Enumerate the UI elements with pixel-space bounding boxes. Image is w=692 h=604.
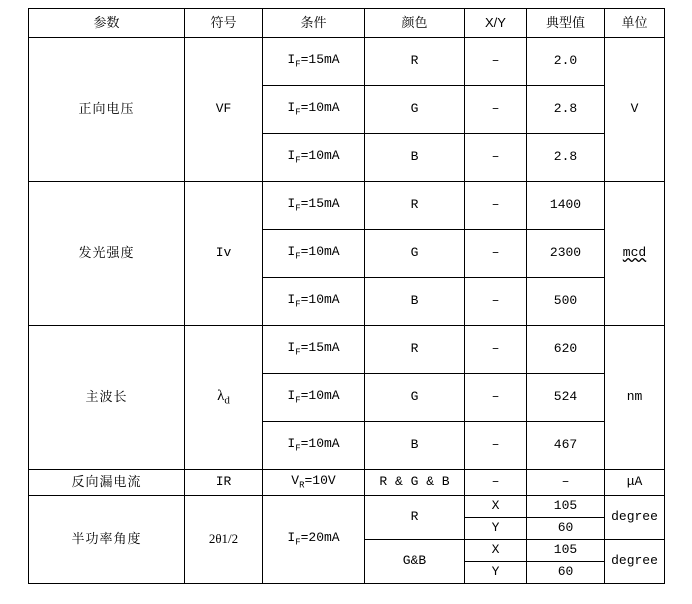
typical-value-cell: 2.8 (527, 134, 605, 182)
color-cell: B (365, 134, 465, 182)
condition-cell: $I_F=10mA$ (263, 422, 365, 470)
header-typical-value: 典型值 (527, 9, 605, 38)
symbol-lambda-d: $\lambda_d$ (185, 326, 263, 470)
symbol-vf: VF (185, 38, 263, 182)
unit-cell: degree (605, 496, 665, 540)
typical-value-cell: – (527, 470, 605, 496)
typical-value-cell: 467 (527, 422, 605, 470)
typical-value-cell: 105 (527, 540, 605, 562)
parameter-half-power-angle: 半功率角度 (29, 496, 185, 584)
color-cell: R (365, 326, 465, 374)
typical-value-cell: 60 (527, 562, 605, 584)
table-row (29, 470, 665, 496)
table-header (29, 9, 665, 38)
xy-cell: – (465, 422, 527, 470)
header-unit: 单位 (605, 9, 665, 38)
typical-value-cell: 524 (527, 374, 605, 422)
symbol-iv: Iv (185, 182, 263, 326)
table-row (29, 38, 665, 86)
xy-cell: X (465, 496, 527, 518)
header-color: 颜色 (365, 9, 465, 38)
xy-cell: – (465, 470, 527, 496)
condition-cell: $I_F=15mA$ (263, 326, 365, 374)
xy-cell: Y (465, 518, 527, 540)
unit-cell: V (605, 38, 665, 182)
xy-cell: X (465, 540, 527, 562)
typical-value-cell: 620 (527, 326, 605, 374)
unit-cell: degree (605, 540, 665, 584)
parameter-dominant-wavelength: 主波长 (29, 326, 185, 470)
condition-cell: $I_F=20mA$ (263, 496, 365, 584)
color-cell: R & G & B (365, 470, 465, 496)
condition-cell: $I_F=10mA$ (263, 86, 365, 134)
typical-value-cell: 2.8 (527, 86, 605, 134)
xy-cell: – (465, 374, 527, 422)
xy-cell: – (465, 134, 527, 182)
typical-value-cell: 500 (527, 278, 605, 326)
header-condition: 条件 (263, 9, 365, 38)
condition-cell: $V_R=10V$ (263, 470, 365, 496)
color-cell: B (365, 278, 465, 326)
table-row (29, 182, 665, 230)
condition-cell: $I_F=15mA$ (263, 182, 365, 230)
spec-sheet (0, 8, 692, 604)
typical-value-cell: 2.0 (527, 38, 605, 86)
typical-value-cell: 60 (527, 518, 605, 540)
header-symbol: 符号 (185, 9, 263, 38)
color-cell: R (365, 38, 465, 86)
color-cell: B (365, 422, 465, 470)
xy-cell: – (465, 182, 527, 230)
typical-value-cell: 2300 (527, 230, 605, 278)
color-cell: R (365, 496, 465, 540)
condition-cell: $I_F=15mA$ (263, 38, 365, 86)
typical-value-cell: 105 (527, 496, 605, 518)
table-row (29, 496, 665, 518)
typical-value-cell: 1400 (527, 182, 605, 230)
color-cell: G&B (365, 540, 465, 584)
table-row (29, 326, 665, 374)
condition-cell: $I_F=10mA$ (263, 278, 365, 326)
parameter-luminous-intensity: 发光强度 (29, 182, 185, 326)
unit-cell: μA (605, 470, 665, 496)
condition-cell: $I_F=10mA$ (263, 374, 365, 422)
xy-cell: – (465, 38, 527, 86)
color-cell: G (365, 230, 465, 278)
xy-cell: – (465, 326, 527, 374)
header-xy: X/Y (465, 9, 527, 38)
color-cell: R (365, 182, 465, 230)
xy-cell: – (465, 278, 527, 326)
symbol-ir: IR (185, 470, 263, 496)
header-parameter: 参数 (29, 9, 185, 38)
xy-cell: – (465, 86, 527, 134)
unit-cell: nm (605, 326, 665, 470)
xy-cell: – (465, 230, 527, 278)
color-cell: G (365, 374, 465, 422)
color-cell: G (365, 86, 465, 134)
parameter-forward-voltage: 正向电压 (29, 38, 185, 182)
condition-cell: $I_F=10mA$ (263, 134, 365, 182)
condition-cell: $I_F=10mA$ (263, 230, 365, 278)
xy-cell: Y (465, 562, 527, 584)
table-body (29, 38, 665, 584)
header-row (29, 9, 665, 38)
led-specification-table (28, 8, 665, 584)
parameter-reverse-leakage-current: 反向漏电流 (29, 470, 185, 496)
symbol-2theta-half: 2θ1/2 (185, 496, 263, 584)
unit-cell: mcd (605, 182, 665, 326)
